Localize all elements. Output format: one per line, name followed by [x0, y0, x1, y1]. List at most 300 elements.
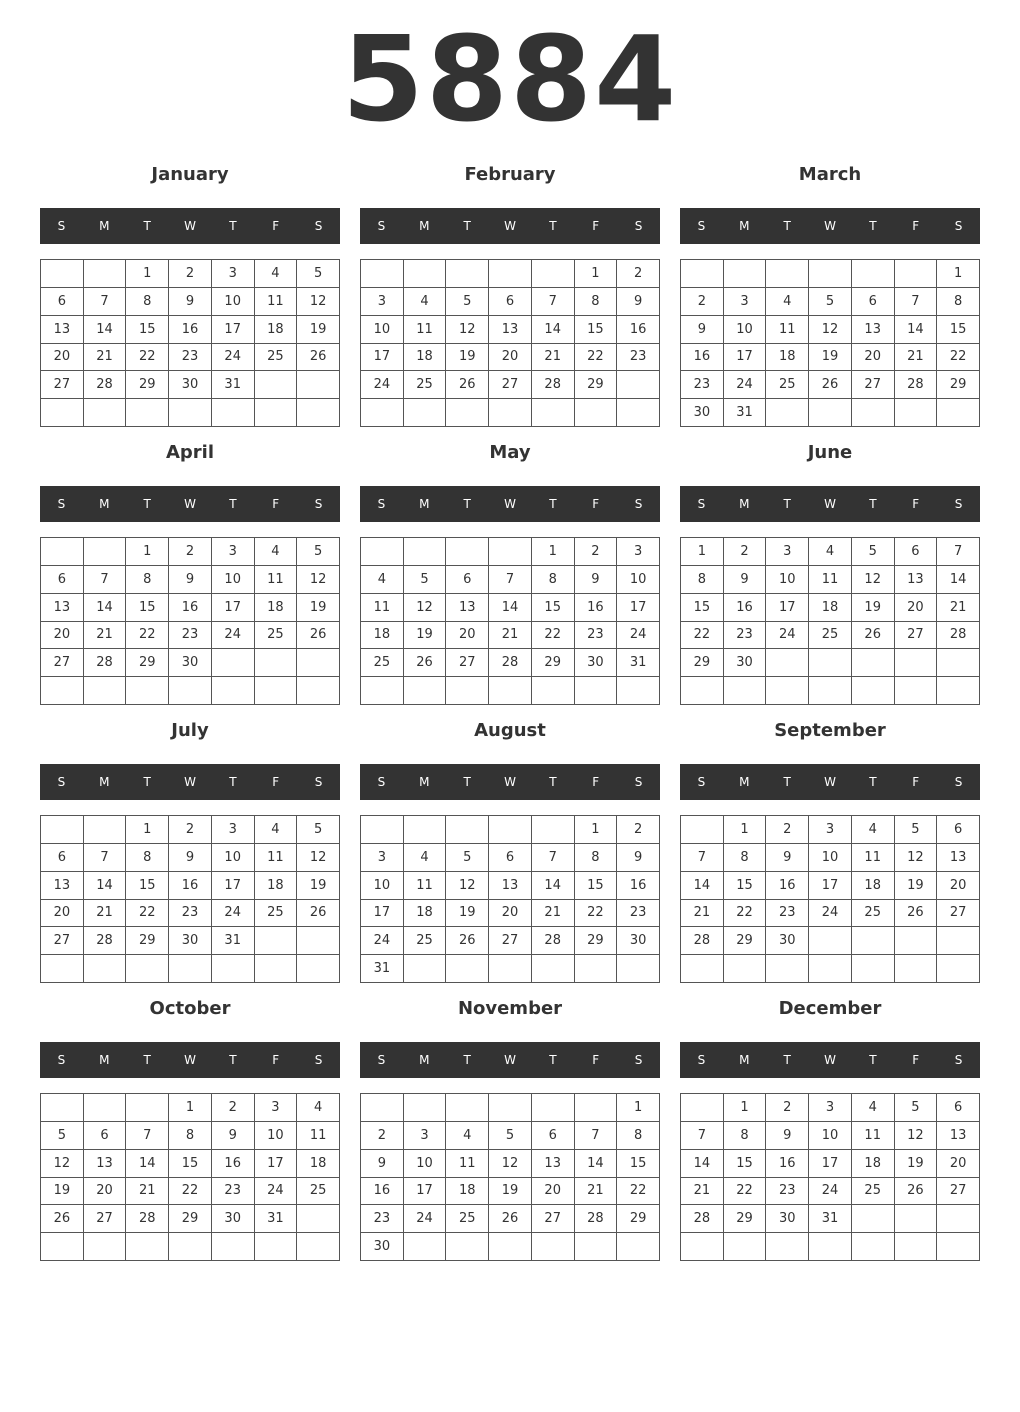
day-cell: 27	[41, 927, 84, 955]
day-cell: 14	[681, 872, 724, 900]
day-cell: 18	[297, 1150, 340, 1178]
day-cell: 20	[41, 344, 84, 372]
day-cell: 18	[809, 594, 852, 622]
day-cell: 12	[489, 1150, 532, 1178]
weekday-label: F	[272, 775, 280, 789]
day-cell: 23	[575, 622, 618, 650]
day-cell: 6	[489, 844, 532, 872]
day-cell: 25	[404, 927, 447, 955]
weekday-label: M	[99, 1053, 110, 1067]
empty-day-cell	[361, 399, 404, 427]
day-cell: 5	[41, 1122, 84, 1150]
day-cell: 7	[532, 288, 575, 316]
empty-day-cell	[766, 260, 809, 288]
weekday-label: S	[697, 775, 706, 789]
day-cell: 22	[724, 900, 767, 928]
day-cell: 28	[84, 649, 127, 677]
day-cell: 15	[617, 1150, 660, 1178]
day-cell: 3	[724, 288, 767, 316]
day-cell: 15	[126, 316, 169, 344]
day-cell: 19	[41, 1178, 84, 1206]
empty-day-cell	[84, 816, 127, 844]
day-cell: 31	[724, 399, 767, 427]
day-cell: 16	[575, 594, 618, 622]
day-cell: 17	[361, 344, 404, 372]
day-cell: 8	[937, 288, 980, 316]
weekday-label: T	[869, 775, 877, 789]
day-cell: 28	[681, 1205, 724, 1233]
empty-day-cell	[809, 649, 852, 677]
day-grid	[40, 537, 340, 705]
day-cell: 1	[126, 538, 169, 566]
day-cell: 28	[532, 927, 575, 955]
month-name: May	[489, 442, 531, 463]
day-cell: 1	[617, 1094, 660, 1122]
empty-day-cell	[84, 538, 127, 566]
day-cell: 29	[724, 1205, 767, 1233]
day-cell: 13	[84, 1150, 127, 1178]
day-cell: 28	[681, 927, 724, 955]
day-cell: 21	[84, 900, 127, 928]
day-cell: 19	[446, 344, 489, 372]
day-cell: 12	[446, 872, 489, 900]
empty-day-cell	[169, 677, 212, 705]
day-cell: 27	[532, 1205, 575, 1233]
empty-day-cell	[41, 955, 84, 983]
day-cell: 10	[617, 566, 660, 594]
day-cell: 24	[617, 622, 660, 650]
day-cell: 18	[361, 622, 404, 650]
day-cell: 24	[212, 622, 255, 650]
day-cell: 29	[126, 927, 169, 955]
empty-day-cell	[489, 1094, 532, 1122]
empty-day-cell	[937, 649, 980, 677]
day-cell: 9	[724, 566, 767, 594]
weekday-label: T	[869, 219, 877, 233]
day-cell: 20	[532, 1178, 575, 1206]
empty-day-cell	[255, 677, 298, 705]
day-cell: 27	[852, 371, 895, 399]
day-cell: 3	[617, 538, 660, 566]
day-cell: 27	[41, 649, 84, 677]
weekday-label: T	[143, 219, 151, 233]
day-cell: 18	[255, 316, 298, 344]
empty-day-cell	[361, 260, 404, 288]
day-cell: 30	[212, 1205, 255, 1233]
day-grid	[40, 259, 340, 427]
day-cell: 29	[126, 649, 169, 677]
day-cell: 8	[169, 1122, 212, 1150]
day-cell: 22	[532, 622, 575, 650]
weekday-label: S	[314, 775, 323, 789]
empty-day-cell	[724, 955, 767, 983]
day-cell: 18	[446, 1178, 489, 1206]
day-cell: 21	[84, 344, 127, 372]
day-cell: 26	[489, 1205, 532, 1233]
empty-day-cell	[255, 1233, 298, 1261]
empty-day-cell	[895, 260, 938, 288]
day-cell: 3	[212, 260, 255, 288]
empty-day-cell	[361, 538, 404, 566]
day-cell: 13	[41, 594, 84, 622]
day-cell: 4	[852, 816, 895, 844]
empty-day-cell	[404, 816, 447, 844]
weekday-label: W	[824, 1053, 836, 1067]
empty-day-cell	[489, 1233, 532, 1261]
day-cell: 13	[937, 1122, 980, 1150]
day-cell: 16	[212, 1150, 255, 1178]
day-cell: 1	[937, 260, 980, 288]
empty-day-cell	[681, 677, 724, 705]
day-cell: 15	[724, 872, 767, 900]
day-cell: 30	[766, 927, 809, 955]
day-cell: 10	[809, 844, 852, 872]
empty-day-cell	[297, 399, 340, 427]
day-cell: 26	[895, 1178, 938, 1206]
day-cell: 24	[361, 371, 404, 399]
day-grid	[360, 815, 660, 983]
day-cell: 23	[169, 900, 212, 928]
empty-day-cell	[937, 927, 980, 955]
day-cell: 5	[297, 538, 340, 566]
day-cell: 21	[681, 1178, 724, 1206]
weekday-label: F	[272, 497, 280, 511]
day-cell: 9	[212, 1122, 255, 1150]
weekday-label: S	[314, 219, 323, 233]
day-cell: 14	[532, 872, 575, 900]
day-cell: 20	[489, 900, 532, 928]
day-cell: 19	[297, 316, 340, 344]
day-cell: 5	[297, 260, 340, 288]
day-cell: 20	[937, 872, 980, 900]
empty-day-cell	[446, 538, 489, 566]
day-grid	[680, 1093, 980, 1261]
day-cell: 8	[575, 844, 618, 872]
day-cell: 27	[937, 1178, 980, 1206]
day-grid	[360, 259, 660, 427]
empty-day-cell	[617, 677, 660, 705]
day-cell: 11	[361, 594, 404, 622]
weekday-label: S	[377, 219, 386, 233]
empty-day-cell	[255, 649, 298, 677]
weekday-label: S	[314, 1053, 323, 1067]
day-cell: 30	[169, 371, 212, 399]
day-cell: 29	[169, 1205, 212, 1233]
day-grid	[680, 537, 980, 705]
empty-day-cell	[84, 1094, 127, 1122]
day-cell: 1	[532, 538, 575, 566]
empty-day-cell	[532, 1094, 575, 1122]
day-cell: 13	[937, 844, 980, 872]
day-cell: 17	[212, 872, 255, 900]
day-cell: 2	[617, 260, 660, 288]
day-cell: 24	[212, 900, 255, 928]
day-cell: 21	[532, 344, 575, 372]
weekday-label: S	[954, 219, 963, 233]
day-cell: 7	[84, 566, 127, 594]
day-cell: 22	[681, 622, 724, 650]
empty-day-cell	[681, 260, 724, 288]
empty-day-cell	[212, 1233, 255, 1261]
day-cell: 2	[361, 1122, 404, 1150]
day-cell: 13	[41, 872, 84, 900]
day-cell: 6	[41, 288, 84, 316]
weekday-label: M	[739, 497, 750, 511]
day-cell: 10	[809, 1122, 852, 1150]
day-cell: 23	[212, 1178, 255, 1206]
day-cell: 26	[404, 649, 447, 677]
empty-day-cell	[617, 1233, 660, 1261]
weekday-label: S	[57, 219, 66, 233]
day-cell: 3	[809, 816, 852, 844]
day-cell: 29	[724, 927, 767, 955]
day-cell: 14	[532, 316, 575, 344]
weekday-label: F	[912, 1053, 920, 1067]
empty-day-cell	[809, 677, 852, 705]
empty-day-cell	[446, 399, 489, 427]
day-cell: 21	[84, 622, 127, 650]
day-cell: 24	[724, 371, 767, 399]
day-cell: 22	[169, 1178, 212, 1206]
day-cell: 11	[255, 288, 298, 316]
day-cell: 7	[575, 1122, 618, 1150]
empty-day-cell	[809, 955, 852, 983]
year-title: 5884	[341, 10, 679, 148]
day-cell: 13	[489, 872, 532, 900]
day-cell: 2	[766, 816, 809, 844]
day-cell: 24	[212, 344, 255, 372]
empty-day-cell	[126, 399, 169, 427]
day-cell: 13	[446, 594, 489, 622]
weekday-label: T	[143, 497, 151, 511]
day-cell: 25	[852, 900, 895, 928]
day-cell: 5	[489, 1122, 532, 1150]
day-cell: 24	[361, 927, 404, 955]
empty-day-cell	[532, 1233, 575, 1261]
weekday-label: M	[739, 1053, 750, 1067]
empty-day-cell	[41, 1094, 84, 1122]
day-cell: 14	[895, 316, 938, 344]
empty-day-cell	[532, 399, 575, 427]
day-cell: 27	[489, 371, 532, 399]
day-cell: 8	[724, 844, 767, 872]
weekday-header	[360, 764, 660, 800]
empty-day-cell	[84, 955, 127, 983]
empty-day-cell	[532, 955, 575, 983]
day-cell: 13	[852, 316, 895, 344]
day-cell: 28	[126, 1205, 169, 1233]
day-cell: 4	[766, 288, 809, 316]
day-cell: 21	[937, 594, 980, 622]
day-cell: 19	[895, 1150, 938, 1178]
empty-day-cell	[895, 1205, 938, 1233]
empty-day-cell	[852, 649, 895, 677]
day-cell: 13	[532, 1150, 575, 1178]
weekday-label: S	[634, 219, 643, 233]
day-cell: 3	[255, 1094, 298, 1122]
day-cell: 14	[489, 594, 532, 622]
day-cell: 1	[575, 816, 618, 844]
day-cell: 2	[724, 538, 767, 566]
empty-day-cell	[852, 927, 895, 955]
day-cell: 8	[532, 566, 575, 594]
day-cell: 6	[895, 538, 938, 566]
day-cell: 11	[446, 1150, 489, 1178]
month-name: September	[774, 720, 886, 741]
weekday-label: W	[824, 775, 836, 789]
empty-day-cell	[809, 260, 852, 288]
empty-day-cell	[532, 816, 575, 844]
empty-day-cell	[575, 955, 618, 983]
day-cell: 15	[126, 594, 169, 622]
weekday-label: F	[272, 1053, 280, 1067]
day-cell: 13	[895, 566, 938, 594]
empty-day-cell	[446, 260, 489, 288]
day-cell: 25	[255, 622, 298, 650]
day-cell: 19	[446, 900, 489, 928]
day-cell: 2	[169, 260, 212, 288]
weekday-label: S	[314, 497, 323, 511]
empty-day-cell	[852, 955, 895, 983]
day-cell: 14	[84, 594, 127, 622]
weekday-label: S	[377, 1053, 386, 1067]
day-cell: 23	[766, 1178, 809, 1206]
empty-day-cell	[404, 1094, 447, 1122]
day-cell: 11	[404, 316, 447, 344]
weekday-label: M	[419, 219, 430, 233]
day-cell: 25	[297, 1178, 340, 1206]
day-cell: 6	[446, 566, 489, 594]
day-cell: 28	[84, 927, 127, 955]
day-cell: 12	[446, 316, 489, 344]
weekday-label: T	[143, 1053, 151, 1067]
day-cell: 14	[126, 1150, 169, 1178]
weekday-header	[360, 486, 660, 522]
day-cell: 16	[361, 1178, 404, 1206]
day-cell: 30	[681, 399, 724, 427]
day-cell: 10	[361, 872, 404, 900]
day-cell: 15	[681, 594, 724, 622]
weekday-label: T	[229, 497, 237, 511]
weekday-label: S	[634, 497, 643, 511]
weekday-label: M	[99, 497, 110, 511]
empty-day-cell	[617, 955, 660, 983]
empty-day-cell	[489, 816, 532, 844]
day-cell: 2	[617, 816, 660, 844]
day-cell: 16	[169, 872, 212, 900]
month-name: January	[151, 164, 229, 185]
empty-day-cell	[297, 649, 340, 677]
empty-day-cell	[895, 399, 938, 427]
empty-day-cell	[361, 1094, 404, 1122]
empty-day-cell	[532, 260, 575, 288]
day-cell: 27	[84, 1205, 127, 1233]
day-cell: 15	[532, 594, 575, 622]
day-cell: 19	[297, 594, 340, 622]
day-cell: 25	[766, 371, 809, 399]
empty-day-cell	[255, 371, 298, 399]
empty-day-cell	[404, 677, 447, 705]
empty-day-cell	[809, 399, 852, 427]
empty-day-cell	[766, 399, 809, 427]
day-cell: 15	[126, 872, 169, 900]
weekday-label: S	[697, 1053, 706, 1067]
day-cell: 11	[852, 1122, 895, 1150]
day-cell: 22	[575, 344, 618, 372]
weekday-header	[680, 764, 980, 800]
day-cell: 12	[895, 844, 938, 872]
day-cell: 8	[126, 844, 169, 872]
day-cell: 4	[361, 566, 404, 594]
weekday-header	[680, 1042, 980, 1078]
weekday-label: M	[739, 219, 750, 233]
weekday-label: F	[912, 775, 920, 789]
day-cell: 5	[852, 538, 895, 566]
empty-day-cell	[852, 399, 895, 427]
day-cell: 25	[446, 1205, 489, 1233]
day-cell: 5	[297, 816, 340, 844]
month-name: November	[457, 998, 563, 1019]
empty-day-cell	[255, 927, 298, 955]
day-cell: 13	[489, 316, 532, 344]
weekday-label: S	[377, 497, 386, 511]
day-cell: 14	[575, 1150, 618, 1178]
weekday-label: S	[57, 1053, 66, 1067]
day-cell: 19	[297, 872, 340, 900]
weekday-label: W	[504, 775, 516, 789]
day-cell: 18	[852, 872, 895, 900]
day-grid	[360, 537, 660, 705]
empty-day-cell	[84, 399, 127, 427]
empty-day-cell	[446, 677, 489, 705]
day-cell: 8	[575, 288, 618, 316]
weekday-label: F	[912, 497, 920, 511]
day-cell: 4	[255, 816, 298, 844]
weekday-label: T	[463, 219, 471, 233]
day-cell: 16	[766, 872, 809, 900]
weekday-label: T	[463, 1053, 471, 1067]
empty-day-cell	[766, 955, 809, 983]
day-cell: 10	[404, 1150, 447, 1178]
day-cell: 22	[724, 1178, 767, 1206]
day-cell: 4	[404, 288, 447, 316]
weekday-header	[360, 1042, 660, 1078]
weekday-label: W	[824, 497, 836, 511]
empty-day-cell	[937, 1205, 980, 1233]
day-cell: 21	[895, 344, 938, 372]
day-cell: 3	[404, 1122, 447, 1150]
day-cell: 3	[361, 844, 404, 872]
day-cell: 3	[361, 288, 404, 316]
weekday-label: W	[184, 219, 196, 233]
empty-day-cell	[852, 677, 895, 705]
day-cell: 21	[575, 1178, 618, 1206]
day-cell: 20	[84, 1178, 127, 1206]
day-cell: 10	[724, 316, 767, 344]
day-cell: 14	[84, 316, 127, 344]
day-cell: 9	[169, 844, 212, 872]
day-cell: 9	[169, 566, 212, 594]
day-cell: 22	[126, 622, 169, 650]
empty-day-cell	[41, 816, 84, 844]
empty-day-cell	[937, 955, 980, 983]
empty-day-cell	[297, 1233, 340, 1261]
day-cell: 9	[617, 288, 660, 316]
day-cell: 24	[809, 1178, 852, 1206]
day-cell: 12	[852, 566, 895, 594]
day-cell: 7	[895, 288, 938, 316]
day-cell: 4	[446, 1122, 489, 1150]
